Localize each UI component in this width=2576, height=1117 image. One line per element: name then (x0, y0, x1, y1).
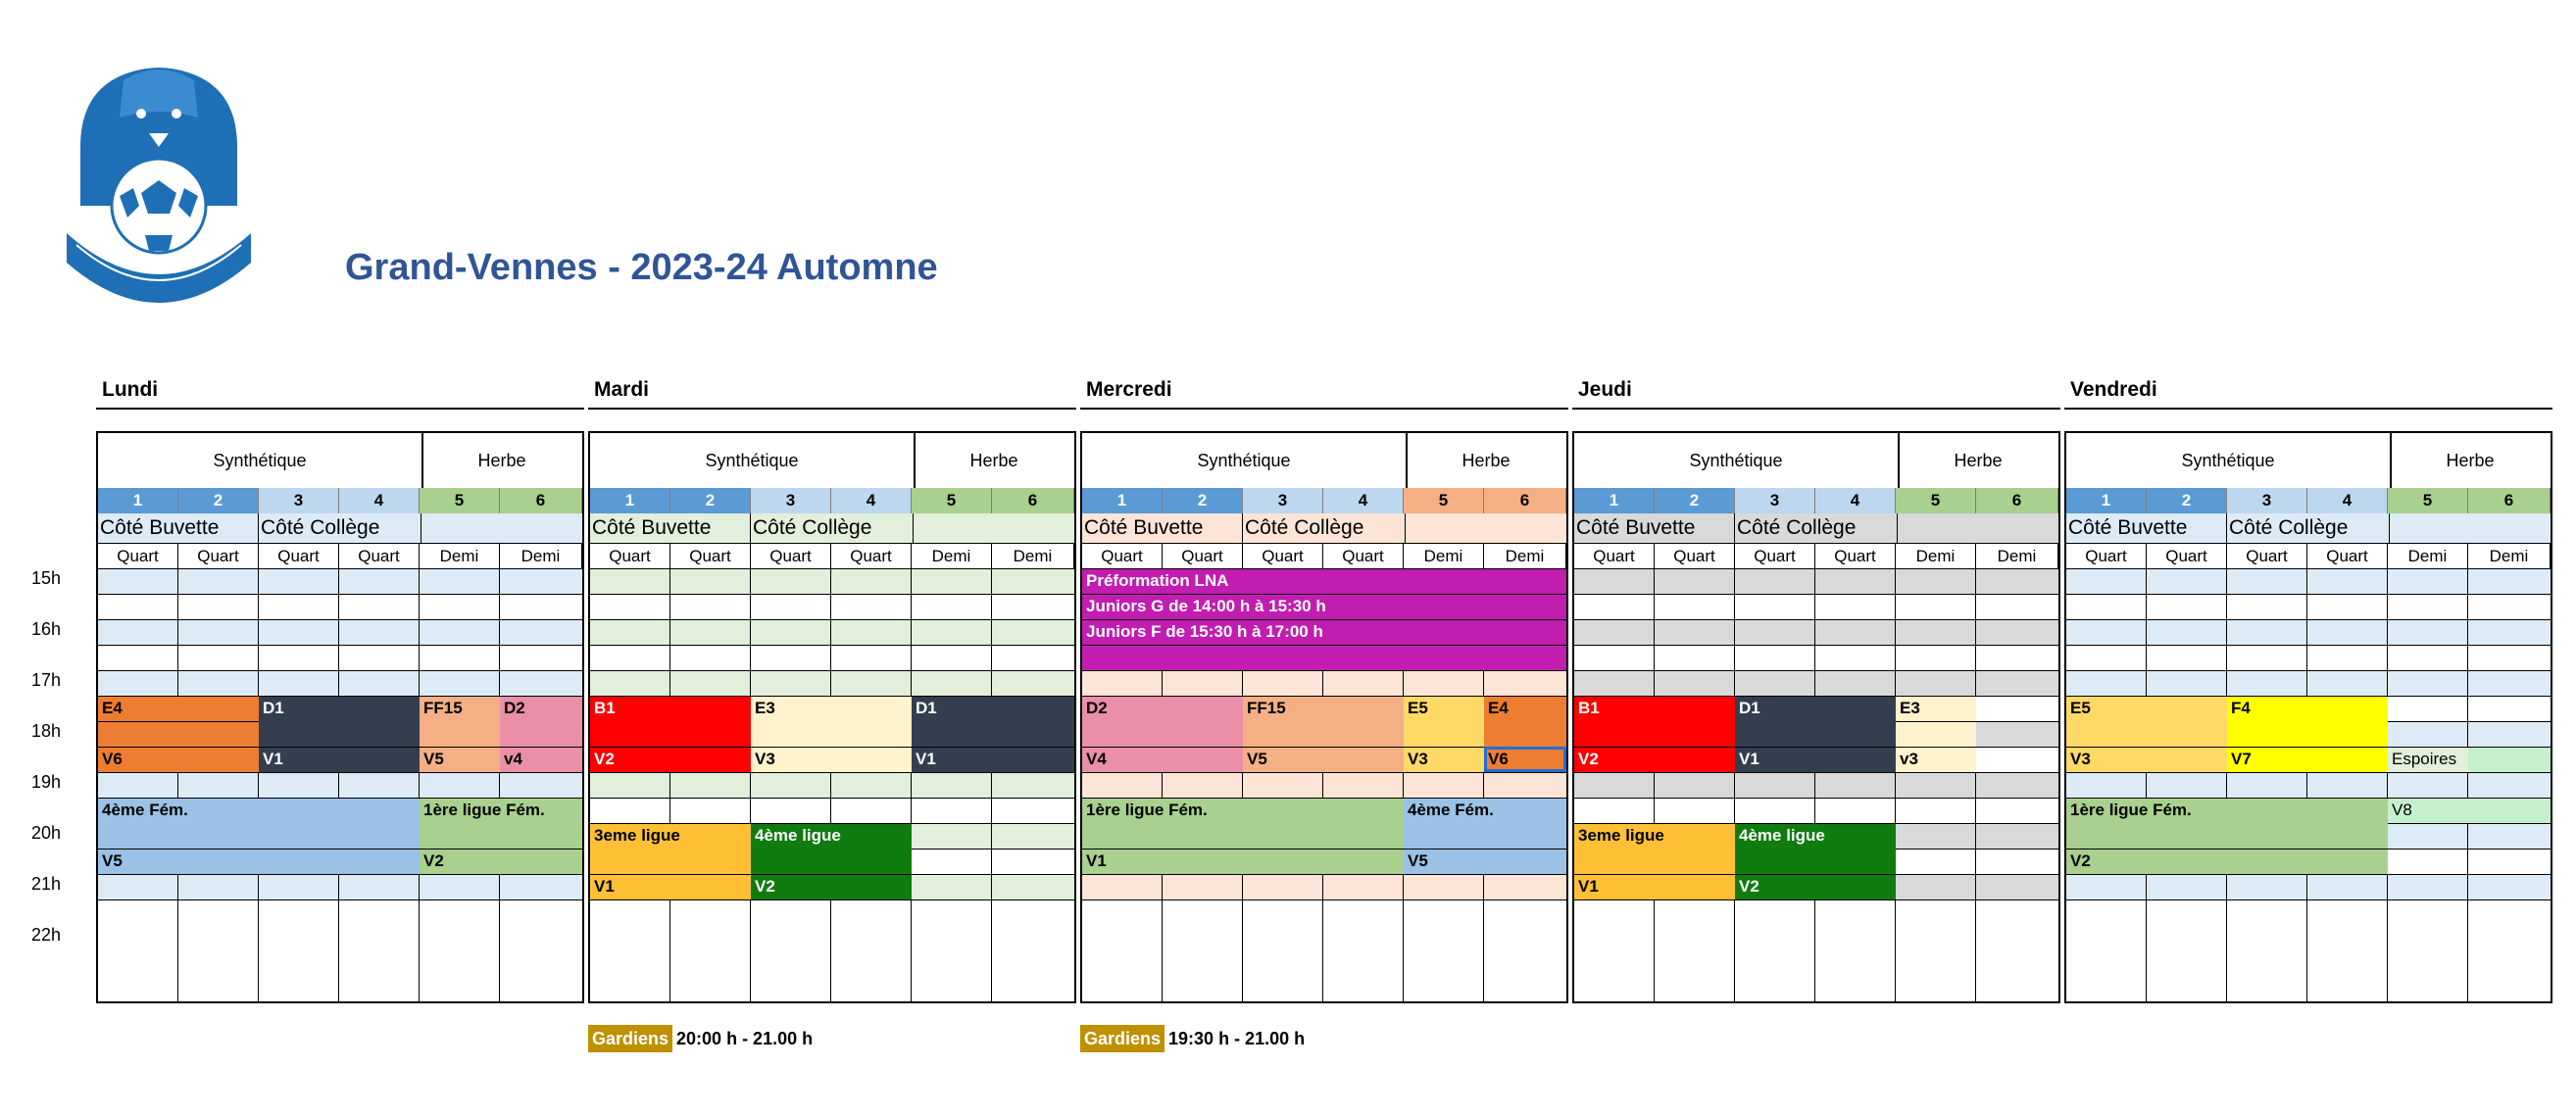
time-slot-row[interactable] (1574, 645, 2058, 670)
side-cote-college: Côté Collège (1243, 513, 1406, 543)
time-slot-row[interactable] (590, 798, 1074, 823)
sub-header: Quart (178, 543, 259, 568)
pitch-number-5: 5 (2388, 488, 2468, 513)
training-block[interactable]: V2 (1735, 874, 1896, 899)
pitch-number-3: 3 (751, 488, 831, 513)
training-block[interactable]: V8 (2388, 798, 2468, 823)
pitch-number-6: 6 (1976, 488, 2058, 513)
time-slot-row[interactable] (590, 772, 1074, 798)
column-divider (1895, 568, 1896, 1001)
time-label: 15h (31, 568, 62, 588)
day-underline (1080, 408, 1568, 410)
day-grid (2064, 431, 2552, 1003)
pitch-number-6: 6 (992, 488, 1074, 513)
time-label: 17h (31, 670, 62, 690)
day-vendredi (2064, 376, 2552, 1062)
training-block[interactable]: 4ème ligue (1735, 823, 1896, 874)
day-name: Mercredi (1086, 378, 1172, 401)
header-herbe: Herbe (1954, 451, 2003, 470)
header-synthetique: Synthétique (1574, 433, 1900, 488)
day-underline (1572, 408, 2060, 410)
sub-header: Demi (912, 543, 992, 568)
pitch-number-6: 6 (2468, 488, 2551, 513)
time-slot-row[interactable] (98, 772, 582, 798)
side-herbe (914, 513, 1074, 543)
sub-header: Quart (1163, 543, 1243, 568)
column-divider (1814, 568, 1815, 1001)
time-label: 18h (31, 721, 62, 741)
pitch-number-4: 4 (339, 488, 420, 513)
header-synthetique: Synthétique (590, 433, 916, 488)
training-block[interactable] (2468, 747, 2551, 772)
training-block[interactable]: V1 (1082, 849, 1404, 874)
training-block[interactable]: E4 (98, 696, 259, 721)
gardiens-badge: Gardiens (588, 1025, 672, 1052)
time-slot-row[interactable] (1082, 772, 1566, 798)
training-block[interactable]: 4ème Fém. (1404, 798, 1566, 849)
sub-header: Quart (751, 543, 831, 568)
training-block[interactable]: V2 (590, 747, 751, 772)
sub-header: Demi (1896, 543, 1976, 568)
side-cote-buvette: Côté Buvette (1082, 513, 1243, 543)
time-label: 16h (31, 619, 62, 639)
training-block[interactable]: FF15 (420, 696, 500, 747)
training-block[interactable]: V3 (1404, 747, 1484, 772)
time-label: 22h (31, 925, 62, 945)
header-herbe: Herbe (2446, 451, 2495, 470)
training-block[interactable]: V2 (1574, 747, 1735, 772)
sub-header: Quart (2147, 543, 2227, 568)
column-divider (177, 568, 178, 1001)
pitch-number-1: 1 (590, 488, 670, 513)
side-cote-college: Côté Collège (751, 513, 914, 543)
training-block[interactable]: D1 (912, 696, 1074, 747)
day-name: Mardi (594, 378, 650, 401)
day-jeudi (1572, 376, 2060, 1062)
pitch-number-2: 2 (670, 488, 751, 513)
training-block[interactable] (1896, 721, 1976, 747)
gardiens-time: 19:30 h - 21.00 h (1168, 1029, 1306, 1048)
time-label: 20h (31, 823, 62, 843)
training-block[interactable] (98, 721, 259, 747)
time-slot-row[interactable] (1574, 670, 2058, 696)
training-block[interactable]: 3eme ligue (590, 823, 751, 874)
pitch-number-2: 2 (1163, 488, 1243, 513)
sub-header: Quart (259, 543, 339, 568)
training-block[interactable] (1082, 645, 1566, 670)
training-block[interactable] (2468, 798, 2551, 823)
time-slot-row[interactable] (1082, 899, 1566, 925)
training-block[interactable]: Préformation LNA (1082, 568, 1566, 594)
column-divider (750, 568, 751, 1001)
training-block[interactable]: V5 (1404, 849, 1566, 874)
time-slot-row[interactable] (98, 899, 582, 925)
training-block[interactable]: V3 (751, 747, 912, 772)
training-block[interactable]: V1 (590, 874, 751, 899)
pitch-number-5: 5 (1404, 488, 1484, 513)
sub-header: Demi (1484, 543, 1566, 568)
side-cote-college: Côté Collège (1735, 513, 1898, 543)
pitch-number-5: 5 (912, 488, 992, 513)
training-block[interactable]: 1ère ligue Fém. (420, 798, 582, 849)
column-divider (830, 568, 831, 1001)
day-grid (1572, 431, 2060, 1003)
pitch-number-3: 3 (259, 488, 339, 513)
training-block[interactable]: V1 (1735, 747, 1896, 772)
training-block[interactable]: 4ème ligue (751, 823, 912, 874)
side-cote-college: Côté Collège (259, 513, 421, 543)
training-block[interactable]: 1ère ligue Fém. (2066, 798, 2388, 849)
sub-header: Quart (1243, 543, 1323, 568)
time-slot-row[interactable] (2066, 594, 2551, 619)
time-slot-row[interactable] (1574, 899, 2058, 925)
side-cote-buvette: Côté Buvette (1574, 513, 1735, 543)
training-block[interactable]: v3 (1896, 747, 1976, 772)
day-underline (2064, 408, 2552, 410)
training-block[interactable]: E3 (1896, 696, 1976, 721)
pitch-number-2: 2 (2147, 488, 2227, 513)
training-block[interactable]: B1 (590, 696, 751, 747)
time-slot-row[interactable] (1574, 772, 2058, 798)
day-mardi (588, 376, 1076, 1062)
sub-header: Quart (2066, 543, 2147, 568)
day-underline (96, 408, 584, 410)
pitch-number-5: 5 (1896, 488, 1976, 513)
pitch-number-3: 3 (1243, 488, 1323, 513)
pitch-number-4: 4 (2307, 488, 2388, 513)
sub-header: Demi (1976, 543, 2058, 568)
training-block[interactable]: D1 (1735, 696, 1896, 747)
training-block[interactable]: B1 (1574, 696, 1735, 747)
training-block[interactable]: 3eme ligue (1574, 823, 1735, 874)
training-block[interactable]: 4ème Fém. (98, 798, 420, 849)
day-lundi (96, 376, 584, 1062)
time-slot-row[interactable] (2066, 645, 2551, 670)
pitch-number-3: 3 (1735, 488, 1815, 513)
side-herbe (2390, 513, 2551, 543)
pitch-number-5: 5 (420, 488, 500, 513)
training-block[interactable]: E4 (1484, 696, 1566, 747)
time-slot-row[interactable] (2066, 899, 2551, 925)
side-cote-buvette: Côté Buvette (590, 513, 751, 543)
pitch-number-4: 4 (1815, 488, 1896, 513)
header-synthetique: Synthétique (98, 433, 423, 488)
gardiens-badge: Gardiens (1080, 1025, 1164, 1052)
day-grid (1080, 431, 1568, 1003)
pitch-number-1: 1 (2066, 488, 2147, 513)
training-block[interactable]: 1ère ligue Fém. (1082, 798, 1404, 849)
training-block[interactable]: V5 (1243, 747, 1404, 772)
side-herbe (1406, 513, 1566, 543)
time-label: 21h (31, 874, 62, 894)
training-block[interactable]: V5 (420, 747, 500, 772)
training-block[interactable]: E5 (2066, 696, 2227, 747)
training-block[interactable]: V6 (1484, 747, 1566, 772)
time-label: 19h (31, 772, 62, 792)
column-divider (669, 568, 670, 1001)
time-slot-row[interactable] (98, 594, 582, 619)
pitch-number-1: 1 (1574, 488, 1655, 513)
sub-header: Quart (590, 543, 670, 568)
training-block[interactable]: Juniors G de 14:00 h à 15:30 h (1082, 594, 1566, 619)
pitch-number-2: 2 (1655, 488, 1735, 513)
column-divider (1654, 568, 1655, 1001)
training-block[interactable]: F4 (2227, 696, 2388, 747)
page-title: Grand-Vennes - 2023-24 Automne (345, 247, 938, 288)
time-slot-row[interactable] (590, 568, 1074, 594)
gardiens-time: 20:00 h - 21.00 h (676, 1029, 814, 1048)
column-divider (1734, 568, 1735, 1001)
pitch-number-4: 4 (831, 488, 912, 513)
time-slot-row[interactable] (1574, 798, 2058, 823)
sub-header: Quart (1655, 543, 1735, 568)
time-slot-row[interactable] (590, 899, 1074, 925)
training-block[interactable]: V2 (751, 874, 912, 899)
training-block[interactable]: V5 (98, 849, 420, 874)
time-slot-row[interactable] (1574, 594, 2058, 619)
training-block[interactable]: FF15 (1243, 696, 1404, 747)
sub-header: Quart (831, 543, 912, 568)
column-divider (338, 568, 339, 1001)
gardiens-note (1080, 1025, 1305, 1052)
column-divider (419, 568, 420, 1001)
column-divider (2146, 568, 2147, 1001)
column-divider (2226, 568, 2227, 1001)
side-herbe (421, 513, 582, 543)
side-herbe (1898, 513, 2058, 543)
day-grid (588, 431, 1076, 1003)
sub-header: Quart (1735, 543, 1815, 568)
column-divider (499, 568, 500, 1001)
training-block[interactable]: E5 (1404, 696, 1484, 747)
pitch-number-6: 6 (500, 488, 582, 513)
training-block[interactable]: V4 (1082, 747, 1243, 772)
column-divider (258, 568, 259, 1001)
day-mercredi (1080, 376, 1568, 1062)
sub-header: Quart (339, 543, 420, 568)
pitch-number-6: 6 (1484, 488, 1566, 513)
time-slot-row[interactable] (590, 670, 1074, 696)
gardiens-note (588, 1025, 813, 1052)
training-block[interactable]: Espoires (2388, 747, 2468, 772)
training-block[interactable]: v4 (500, 747, 582, 772)
time-slot-row[interactable] (2066, 670, 2551, 696)
sub-header: Demi (500, 543, 582, 568)
time-slot-row[interactable] (98, 874, 582, 899)
sub-header: Quart (1574, 543, 1655, 568)
day-underline (588, 408, 1076, 410)
time-slot-row[interactable] (590, 619, 1074, 645)
header-synthetique: Synthétique (1082, 433, 1408, 488)
column-divider (991, 568, 992, 1001)
sub-header: Quart (2307, 543, 2388, 568)
day-grid (96, 431, 584, 1003)
sub-header: Quart (670, 543, 751, 568)
training-block[interactable]: V6 (98, 747, 259, 772)
training-block[interactable]: Juniors F de 15:30 h à 17:00 h (1082, 619, 1566, 645)
side-cote-buvette: Côté Buvette (2066, 513, 2227, 543)
column-divider (911, 568, 912, 1001)
training-block[interactable]: V7 (2227, 747, 2388, 772)
column-divider (2387, 568, 2388, 1001)
time-slot-row[interactable] (98, 670, 582, 696)
side-cote-buvette: Côté Buvette (98, 513, 259, 543)
training-block[interactable]: V3 (2066, 747, 2227, 772)
header-herbe: Herbe (969, 451, 1018, 470)
training-block[interactable]: V2 (420, 849, 582, 874)
training-block[interactable]: V1 (1574, 874, 1735, 899)
time-slot-row[interactable] (98, 645, 582, 670)
sub-header: Demi (1404, 543, 1484, 568)
pitch-number-1: 1 (1082, 488, 1163, 513)
time-slot-row[interactable] (590, 645, 1074, 670)
side-cote-college: Côté Collège (2227, 513, 2390, 543)
time-slot-row[interactable] (2066, 874, 2551, 899)
time-slot-row[interactable] (590, 594, 1074, 619)
day-name: Lundi (102, 378, 159, 401)
training-block[interactable]: V2 (2066, 849, 2388, 874)
time-slot-row[interactable] (2066, 772, 2551, 798)
header-herbe: Herbe (477, 451, 526, 470)
time-slot-row[interactable] (98, 619, 582, 645)
training-block[interactable]: V1 (259, 747, 420, 772)
training-block[interactable]: V1 (912, 747, 1074, 772)
time-slot-row[interactable] (1082, 874, 1566, 899)
sub-header: Quart (98, 543, 178, 568)
pitch-number-3: 3 (2227, 488, 2307, 513)
sub-header: Demi (420, 543, 500, 568)
training-block[interactable]: D2 (500, 696, 582, 747)
column-divider (1975, 568, 1976, 1001)
sub-header: Demi (992, 543, 1074, 568)
time-slot-row[interactable] (1574, 619, 2058, 645)
sub-header: Demi (2468, 543, 2551, 568)
day-name: Vendredi (2070, 378, 2157, 401)
sub-header: Demi (2388, 543, 2468, 568)
time-slot-row[interactable] (1082, 670, 1566, 696)
day-name: Jeudi (1578, 378, 1632, 401)
training-block[interactable]: D1 (259, 696, 420, 747)
sub-header: Quart (1815, 543, 1896, 568)
sub-header: Quart (2227, 543, 2307, 568)
header-herbe: Herbe (1461, 451, 1511, 470)
pitch-number-4: 4 (1323, 488, 1404, 513)
column-divider (2467, 568, 2468, 1001)
pitch-number-2: 2 (178, 488, 259, 513)
training-block[interactable]: D2 (1082, 696, 1243, 747)
time-slot-row[interactable] (2066, 619, 2551, 645)
sub-header: Quart (1323, 543, 1404, 568)
time-slot-row[interactable] (98, 568, 582, 594)
time-slot-row[interactable] (1574, 568, 2058, 594)
time-slot-row[interactable] (2066, 568, 2551, 594)
pitch-number-1: 1 (98, 488, 178, 513)
as-lausanne-nord-logo (61, 59, 257, 310)
column-divider (2306, 568, 2307, 1001)
header-synthetique: Synthétique (2066, 433, 2392, 488)
sub-header: Quart (1082, 543, 1163, 568)
training-block[interactable]: E3 (751, 696, 912, 747)
